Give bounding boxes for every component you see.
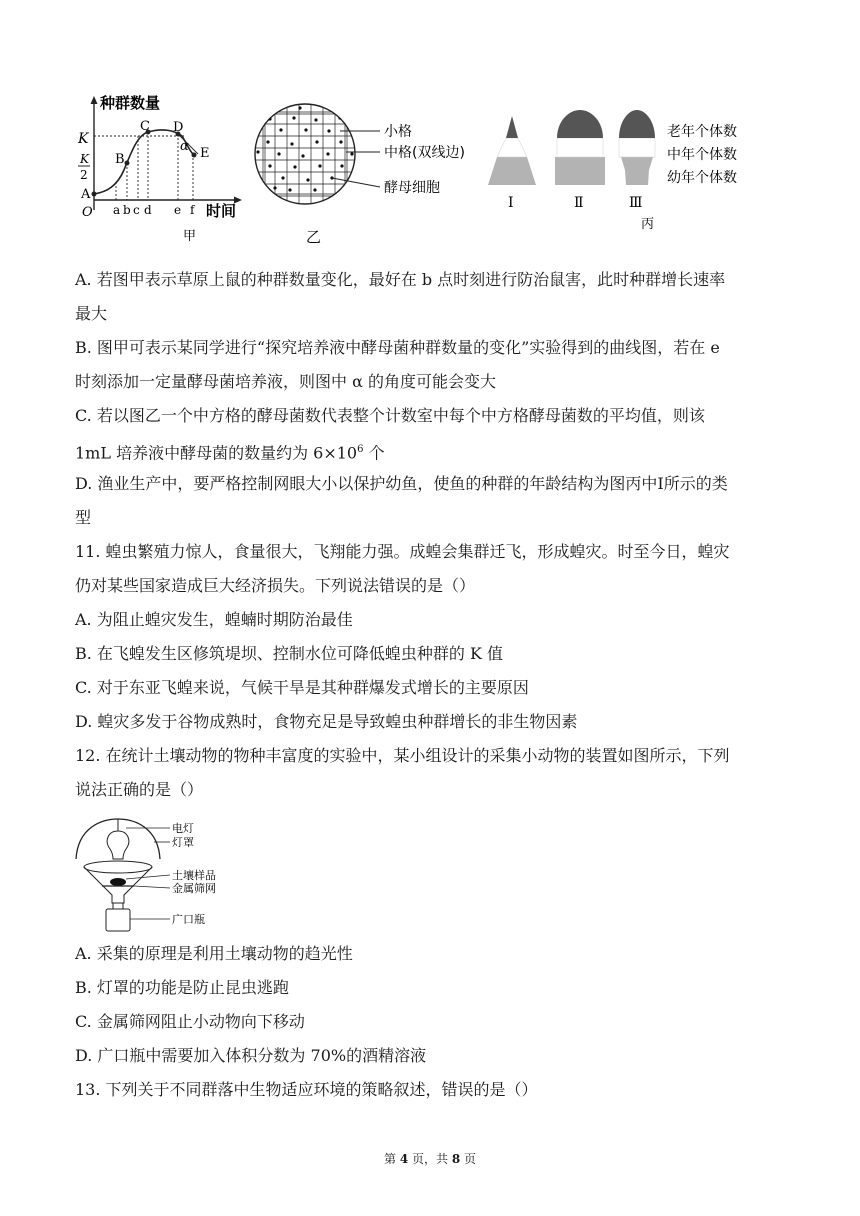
figure-jia-growth-curve [72, 90, 272, 250]
figure-yi-counting-chamber [250, 92, 500, 252]
q11-option-d: D. 蝗灾多发于谷物成熟时，食物充足是导致蝗虫种群增长的非生物因素 [75, 712, 578, 731]
x-axis-label: 时间 [206, 202, 237, 220]
numeral-1: Ⅰ [508, 195, 514, 211]
figure-bing-age-structure [478, 100, 778, 240]
jar-neck [113, 903, 123, 909]
q11-stem-line1: 11. 蝗虫繁殖力惊人，食量很大，飞翔能力强。成蝗会集群迁飞，形成蝗灾。时至今日，蝗灾 [75, 542, 730, 561]
k-label: K [78, 131, 89, 147]
q11-option-c: C. 对于东亚飞蝗来说，气候干旱是其种群爆发式增长的主要原因 [75, 678, 529, 697]
pyramid-type-2 [555, 110, 605, 185]
q11-option-a: A. 为阻止蝗灾发生，蝗蝻时期防治最佳 [75, 610, 353, 629]
label-soil: 土壤样品 [172, 869, 216, 882]
footer-total-pages: 8 [451, 1152, 461, 1166]
q12-option-d: D. 广口瓶中需要加入体积分数为 70%的酒精溶液 [75, 1046, 427, 1065]
point-b-dot [125, 161, 130, 166]
growth-curve [94, 130, 194, 194]
point-d-label: D [173, 120, 184, 135]
q10-option-d-line1: D. 渔业生产中，要严格控制网眼大小以保护幼鱼，使鱼的种群的年龄结构为图丙中Ⅰ所示的类 [75, 474, 728, 493]
q11-option-b: B. 在飞蝗发生区修筑堤坝、控制水位可降低蝗虫种群的 K 值 [75, 644, 504, 663]
alpha-label: α [180, 139, 189, 154]
figure-jia-caption: 甲 [183, 229, 197, 244]
q12-stem-line1: 12. 在统计土壤动物的物种丰富度的实验中，某小组设计的采集小动物的装置如图所示，下列 [75, 746, 730, 765]
x-tick-b: b [123, 203, 131, 217]
x-tick-e: e [174, 203, 182, 217]
q12-option-b: B. 灯罩的功能是防止昆虫逃跑 [75, 978, 289, 997]
q12-stem-line2: 说法正确的是（） [75, 780, 204, 799]
x-tick-a: a [113, 203, 121, 217]
label-old: 老年个体数 [667, 124, 737, 140]
q10-option-a-line2: 最大 [75, 304, 108, 323]
soil-sample [110, 878, 126, 886]
y-axis-label: 种群数量 [100, 94, 161, 112]
q10-option-c-unit: 个 [363, 443, 385, 463]
half-k-numerator: K [80, 152, 89, 166]
q10-option-c-exponent: 6 [357, 444, 364, 455]
lamp-bulb [107, 831, 129, 859]
x-tick-d: d [144, 203, 152, 217]
label-jar: 广口瓶 [172, 913, 205, 926]
q10-option-b-line2: 时刻添加一定量酵母菌培养液，则图中 α 的角度可能会变大 [75, 372, 496, 391]
numeral-3: Ⅲ [629, 195, 643, 211]
figure-berlese-funnel [72, 815, 262, 940]
label-shade: 灯罩 [172, 836, 194, 849]
q12-option-c: C. 金属筛网阻止小动物向下移动 [75, 1012, 305, 1031]
half-k-denominator: 2 [80, 168, 88, 182]
footer-middle: 页，共 [408, 1152, 452, 1166]
q11-stem-line2: 仍对某些国家造成巨大经济损失。下列说法错误的是（） [75, 576, 476, 595]
label-small-cell: 小格 [384, 124, 412, 140]
q10-option-a-line1: A. 若图甲表示草原上鼠的种群数量变化，最好在 b 点时刻进行防治鼠害，此时种群增长速率 [75, 270, 726, 289]
figure-yi-caption: 乙 [306, 228, 322, 246]
point-e-label: E [200, 146, 210, 161]
point-e-dot [192, 153, 197, 158]
label-lamp: 电灯 [172, 822, 194, 835]
x-tick-c: c [133, 203, 140, 217]
q10-option-c-line1: C. 若以图乙一个中方格的酵母菌数代表整个计数室中每个中方格酵母菌数的平均值，则该 [75, 406, 705, 425]
y-axis-arrow [91, 96, 98, 104]
q10-option-c-text: 1mL 培养液中酵母菌的数量约为 6×10 [75, 443, 358, 463]
q10-option-c-line2 [75, 440, 385, 463]
label-middle: 中年个体数 [667, 147, 737, 163]
page-footer [0, 1150, 860, 1167]
point-b-label: B [115, 152, 125, 167]
x-tick-f: f [190, 203, 195, 217]
q12-option-a: A. 采集的原理是利用土壤动物的趋光性 [75, 944, 353, 963]
label-yeast-cell: 酵母细胞 [384, 180, 440, 196]
pyramid-type-3 [619, 110, 655, 185]
label-sieve: 金属筛网 [172, 882, 216, 895]
pyramid-type-1 [488, 116, 536, 185]
footer-page-number: 4 [399, 1152, 409, 1166]
point-a-label: A [81, 187, 91, 202]
funnel-rim [84, 861, 152, 873]
footer-suffix: 页 [460, 1152, 476, 1166]
point-c-label: C [140, 119, 150, 134]
numeral-2: Ⅱ [574, 195, 584, 211]
footer-prefix: 第 [383, 1152, 400, 1166]
pointer-soil [126, 875, 170, 879]
figure-bing-caption: 丙 [641, 217, 655, 232]
label-young: 幼年个体数 [667, 170, 737, 186]
q13-stem: 13. 下列关于不同群落中生物适应环境的策略叙述，错误的是（） [75, 1080, 538, 1099]
label-medium-cell: 中格(双线边) [384, 145, 465, 161]
origin-label: O [82, 205, 93, 220]
point-a-dot [92, 192, 97, 197]
pointer-sieve [134, 886, 170, 888]
wide-mouth-jar [106, 909, 130, 931]
q10-option-d-line2: 型 [75, 508, 92, 527]
q10-option-b-line1: B. 图甲可表示某同学进行“探究培养液中酵母菌种群数量的变化”实验得到的曲线图，若在 e [75, 338, 720, 357]
